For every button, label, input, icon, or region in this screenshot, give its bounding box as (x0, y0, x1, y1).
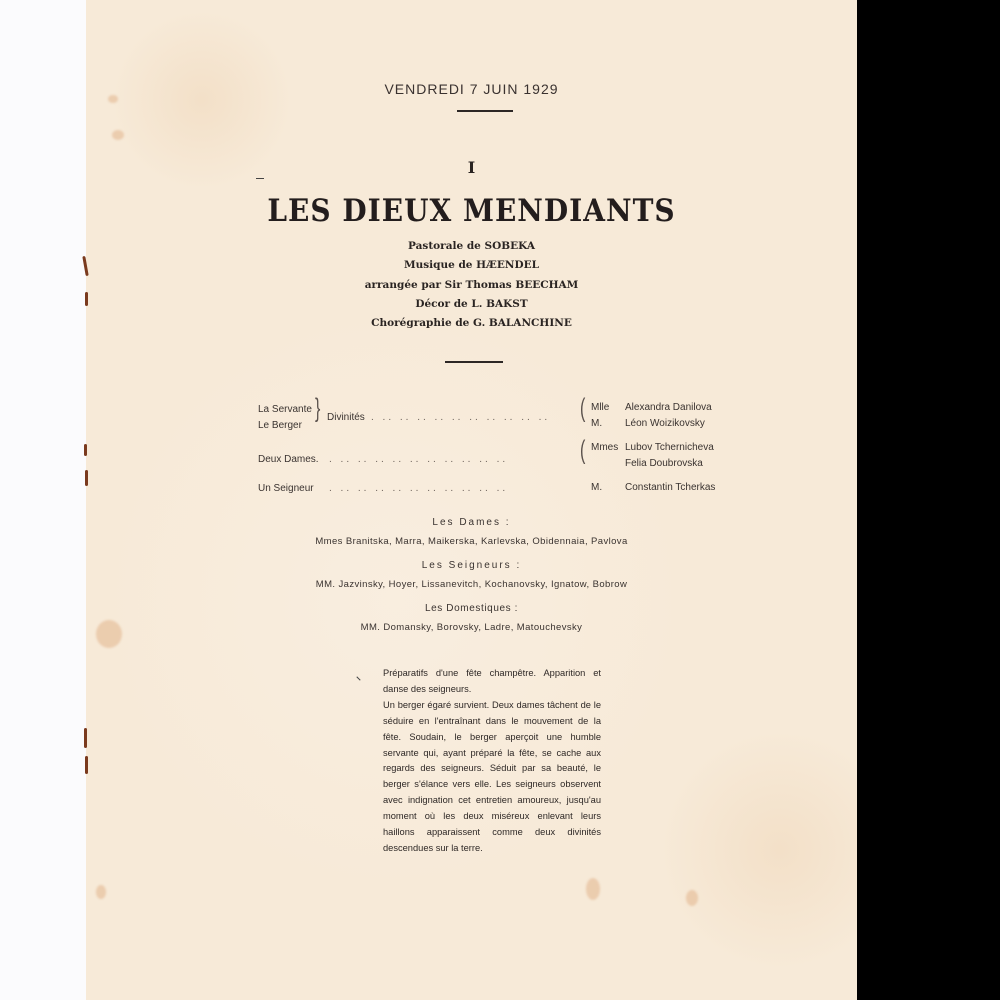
foxing-stain (112, 130, 124, 140)
synopsis-paragraph: Préparatifs d'une fête champêtre. Apparition et danse des seigneurs. (383, 668, 601, 694)
stray-mark (356, 676, 360, 680)
synopsis-paragraph: Un berger égaré survient. Deux dames tâchent de le séduire en l'entraînant dans le mouvement de la fête. Soudain, le berger aperçoit une humble servante qui, ayant préparé la fête, se cache aux regards des seigneurs. Séduit par sa beauté, le berger s'élance vers elle. Les seigneurs observent avec indignation cet entretien amoureux, jusqu'au moment où les deux miséreux enlevant leurs haillons apparaissent comme deux divinités descendues sur la terre. (383, 699, 601, 853)
role-deux-dames: Deux Dames. (258, 454, 319, 465)
ensemble-heading: Les Dames : (432, 517, 511, 528)
brace-icon: } (315, 395, 321, 423)
divider-rule (445, 361, 503, 363)
leader-dots: . .. .. .. .. .. .. .. .. .. .. (371, 412, 551, 423)
dancer-name: Felia Doubrovska (625, 458, 703, 469)
credit-line: Décor de L. BAKST (415, 297, 528, 310)
group-label-divinites: Divinités (327, 412, 365, 423)
role-un-seigneur: Un Seigneur (258, 483, 314, 494)
program-page (86, 0, 857, 1000)
staple-mark (85, 470, 88, 486)
dancer-name: Léon Woizikovsky (625, 418, 705, 429)
performance-date: VENDREDI 7 JUIN 1929 (384, 81, 559, 97)
ensemble-heading: Les Domestiques : (424, 603, 519, 614)
title-m: M. (591, 482, 603, 493)
staple-mark (84, 444, 87, 456)
act-numeral: I (467, 158, 476, 177)
ensemble-members: MM. Domansky, Borovsky, Ladre, Matouchevsky (360, 622, 583, 633)
credit-line: Pastorale de SOBEKA (408, 240, 535, 252)
staple-mark (84, 728, 87, 748)
scan-background (857, 0, 1000, 1000)
credit-line: Chorégraphie de G. BALANCHINE (371, 317, 572, 330)
dancer-name: Alexandra Danilova (625, 402, 712, 413)
synopsis (383, 666, 601, 857)
brace-icon: ( (580, 395, 586, 423)
title-m: M. (591, 418, 603, 429)
ensemble-heading: Les Seigneurs : (421, 560, 522, 571)
leader-dots: . .. .. .. .. .. .. .. .. .. .. (329, 483, 509, 494)
title-mmes: Mmes (591, 442, 619, 453)
credit-line: arrangée par Sir Thomas BEECHAM (364, 278, 579, 291)
divider-rule (457, 110, 513, 112)
role-le-berger: Le Berger (258, 420, 302, 431)
ensemble-members: MM. Jazvinsky, Hoyer, Lissanevitch, Kochanovsky, Ignatow, Bobrow (315, 579, 628, 590)
credit-line: Musique de HÆENDEL (403, 259, 540, 272)
leader-dots: . .. .. .. .. .. .. .. .. .. .. (329, 454, 509, 465)
foxing-stain (686, 890, 698, 906)
dancer-name: Lubov Tchernicheva (625, 442, 714, 453)
ensemble-members: Mmes Branitska, Marra, Maikerska, Karlevska, Obidennaia, Pavlova (315, 536, 628, 547)
stray-mark (256, 178, 264, 179)
ballet-title: LES DIEUX MENDIANTS (267, 192, 676, 229)
brace-icon: ( (580, 437, 586, 465)
role-la-servante: La Servante (258, 404, 312, 415)
title-mlle: Mlle (591, 402, 610, 413)
dancer-name: Constantin Tcherkas (625, 482, 716, 493)
credits-block (86, 237, 857, 333)
foxing-stain (586, 878, 600, 900)
staple-mark (85, 756, 88, 774)
foxing-stain (96, 885, 106, 899)
